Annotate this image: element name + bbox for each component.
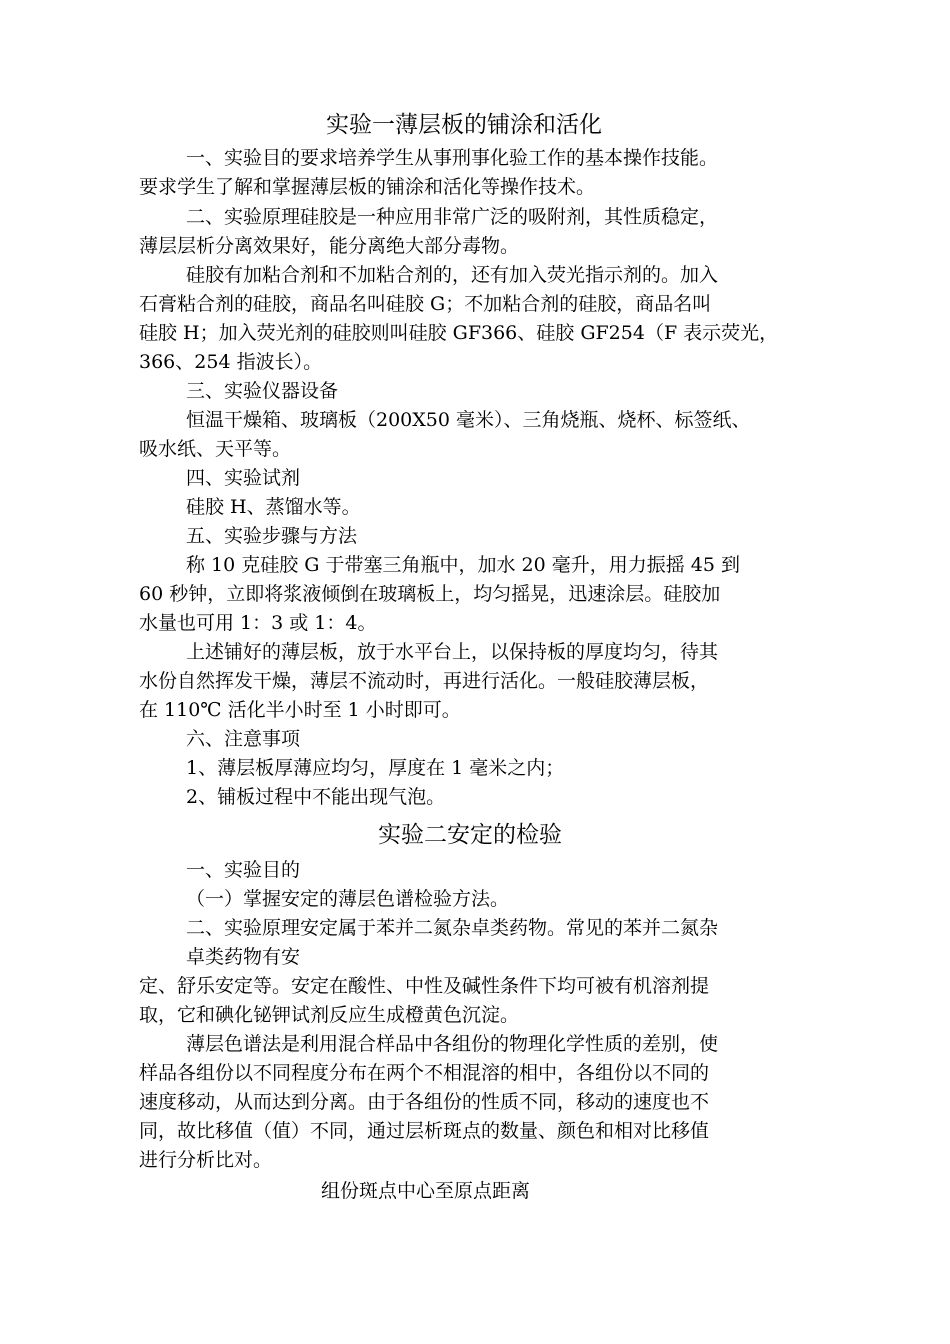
paragraph-line: 2、铺板过程中不能出现气泡。	[186, 786, 446, 808]
paragraph-line: 硅胶 H、蒸馏水等。	[186, 496, 361, 518]
paragraph-line: 二、实验原理安定属于苯并二氮杂卓类药物。常见的苯并二氮杂	[186, 917, 719, 939]
experiment-1-title: 实验一薄层板的铺涂和活化	[326, 112, 602, 138]
paragraph-line: 进行分析比对。	[139, 1149, 273, 1171]
paragraph-line: 吸水纸、天平等。	[139, 438, 292, 460]
paragraph-line: 水份自然挥发干燥，薄层不流动时，再进行活化。一般硅胶薄层板，	[139, 670, 710, 692]
paragraph-line: 上述铺好的薄层板，放于水平台上，以保持板的厚度均匀，待其	[186, 641, 719, 663]
paragraph-line: 卓类药物有安	[186, 946, 301, 968]
section-heading: 五、实验步骤与方法	[186, 525, 358, 547]
formula-numerator: 组份斑点中心至原点距离	[321, 1180, 531, 1202]
section-heading: 一、实验目的	[186, 859, 301, 881]
paragraph-line: 二、实验原理硅胶是一种应用非常广泛的吸附剂，其性质稳定，	[186, 206, 719, 228]
paragraph-line: （一）掌握安定的薄层色谱检验方法。	[186, 888, 510, 910]
paragraph-line: 称 10 克硅胶 G 于带塞三角瓶中，加水 20 毫升，用力振摇 45 到	[186, 554, 741, 576]
paragraph-line: 水量也可用 1：3 或 1：4。	[139, 612, 377, 634]
paragraph-line: 在 110℃ 活化半小时至 1 小时即可。	[139, 699, 461, 721]
paragraph-line: 366、254 指波长）。	[139, 351, 323, 373]
paragraph-line: 薄层色谱法是利用混合样品中各组份的物理化学性质的差别，使	[186, 1033, 719, 1055]
paragraph-line: 要求学生了解和掌握薄层板的铺涂和活化等操作技术。	[139, 176, 596, 198]
section-heading: 三、实验仪器设备	[186, 380, 339, 402]
paragraph-line: 同，故比移值（值）不同，通过层析斑点的数量、颜色和相对比移值	[139, 1120, 710, 1142]
section-heading: 六、注意事项	[186, 728, 301, 750]
paragraph-line: 薄层层析分离效果好，能分离绝大部分毒物。	[139, 235, 520, 257]
paragraph-line: 硅胶 H；加入荧光剂的硅胶则叫硅胶 GF366、硅胶 GF254（F 表示荧光，	[139, 322, 779, 344]
experiment-2-title: 实验二安定的检验	[378, 822, 562, 848]
paragraph-line: 取，它和碘化铋钾试剂反应生成橙黄色沉淀。	[139, 1004, 520, 1026]
paragraph-line: 定、舒乐安定等。安定在酸性、中性及碱性条件下均可被有机溶剂提	[139, 975, 710, 997]
paragraph-line: 60 秒钟，立即将浆液倾倒在玻璃板上，均匀摇晃，迅速涂层。硅胶加	[139, 583, 721, 605]
paragraph-line: 1、薄层板厚薄应均匀，厚度在 1 毫米之内；	[186, 757, 565, 779]
section-heading: 四、实验试剂	[186, 467, 301, 489]
paragraph-line: 硅胶有加粘合剂和不加粘合剂的，还有加入荧光指示剂的。加入	[186, 264, 719, 286]
paragraph-line: 石膏粘合剂的硅胶，商品名叫硅胶 G；不加粘合剂的硅胶，商品名叫	[139, 293, 712, 315]
paragraph-line: 速度移动，从而达到分离。由于各组份的性质不同，移动的速度也不	[139, 1091, 710, 1113]
paragraph-line: 样品各组份以不同程度分布在两个不相混溶的相中，各组份以不同的	[139, 1062, 710, 1084]
paragraph-line: 恒温干燥箱、玻璃板（200X50 毫米）、三角烧瓶、烧杯、标签纸、	[186, 409, 751, 431]
paragraph-line: 一、实验目的要求培养学生从事刑事化验工作的基本操作技能。	[186, 147, 719, 169]
